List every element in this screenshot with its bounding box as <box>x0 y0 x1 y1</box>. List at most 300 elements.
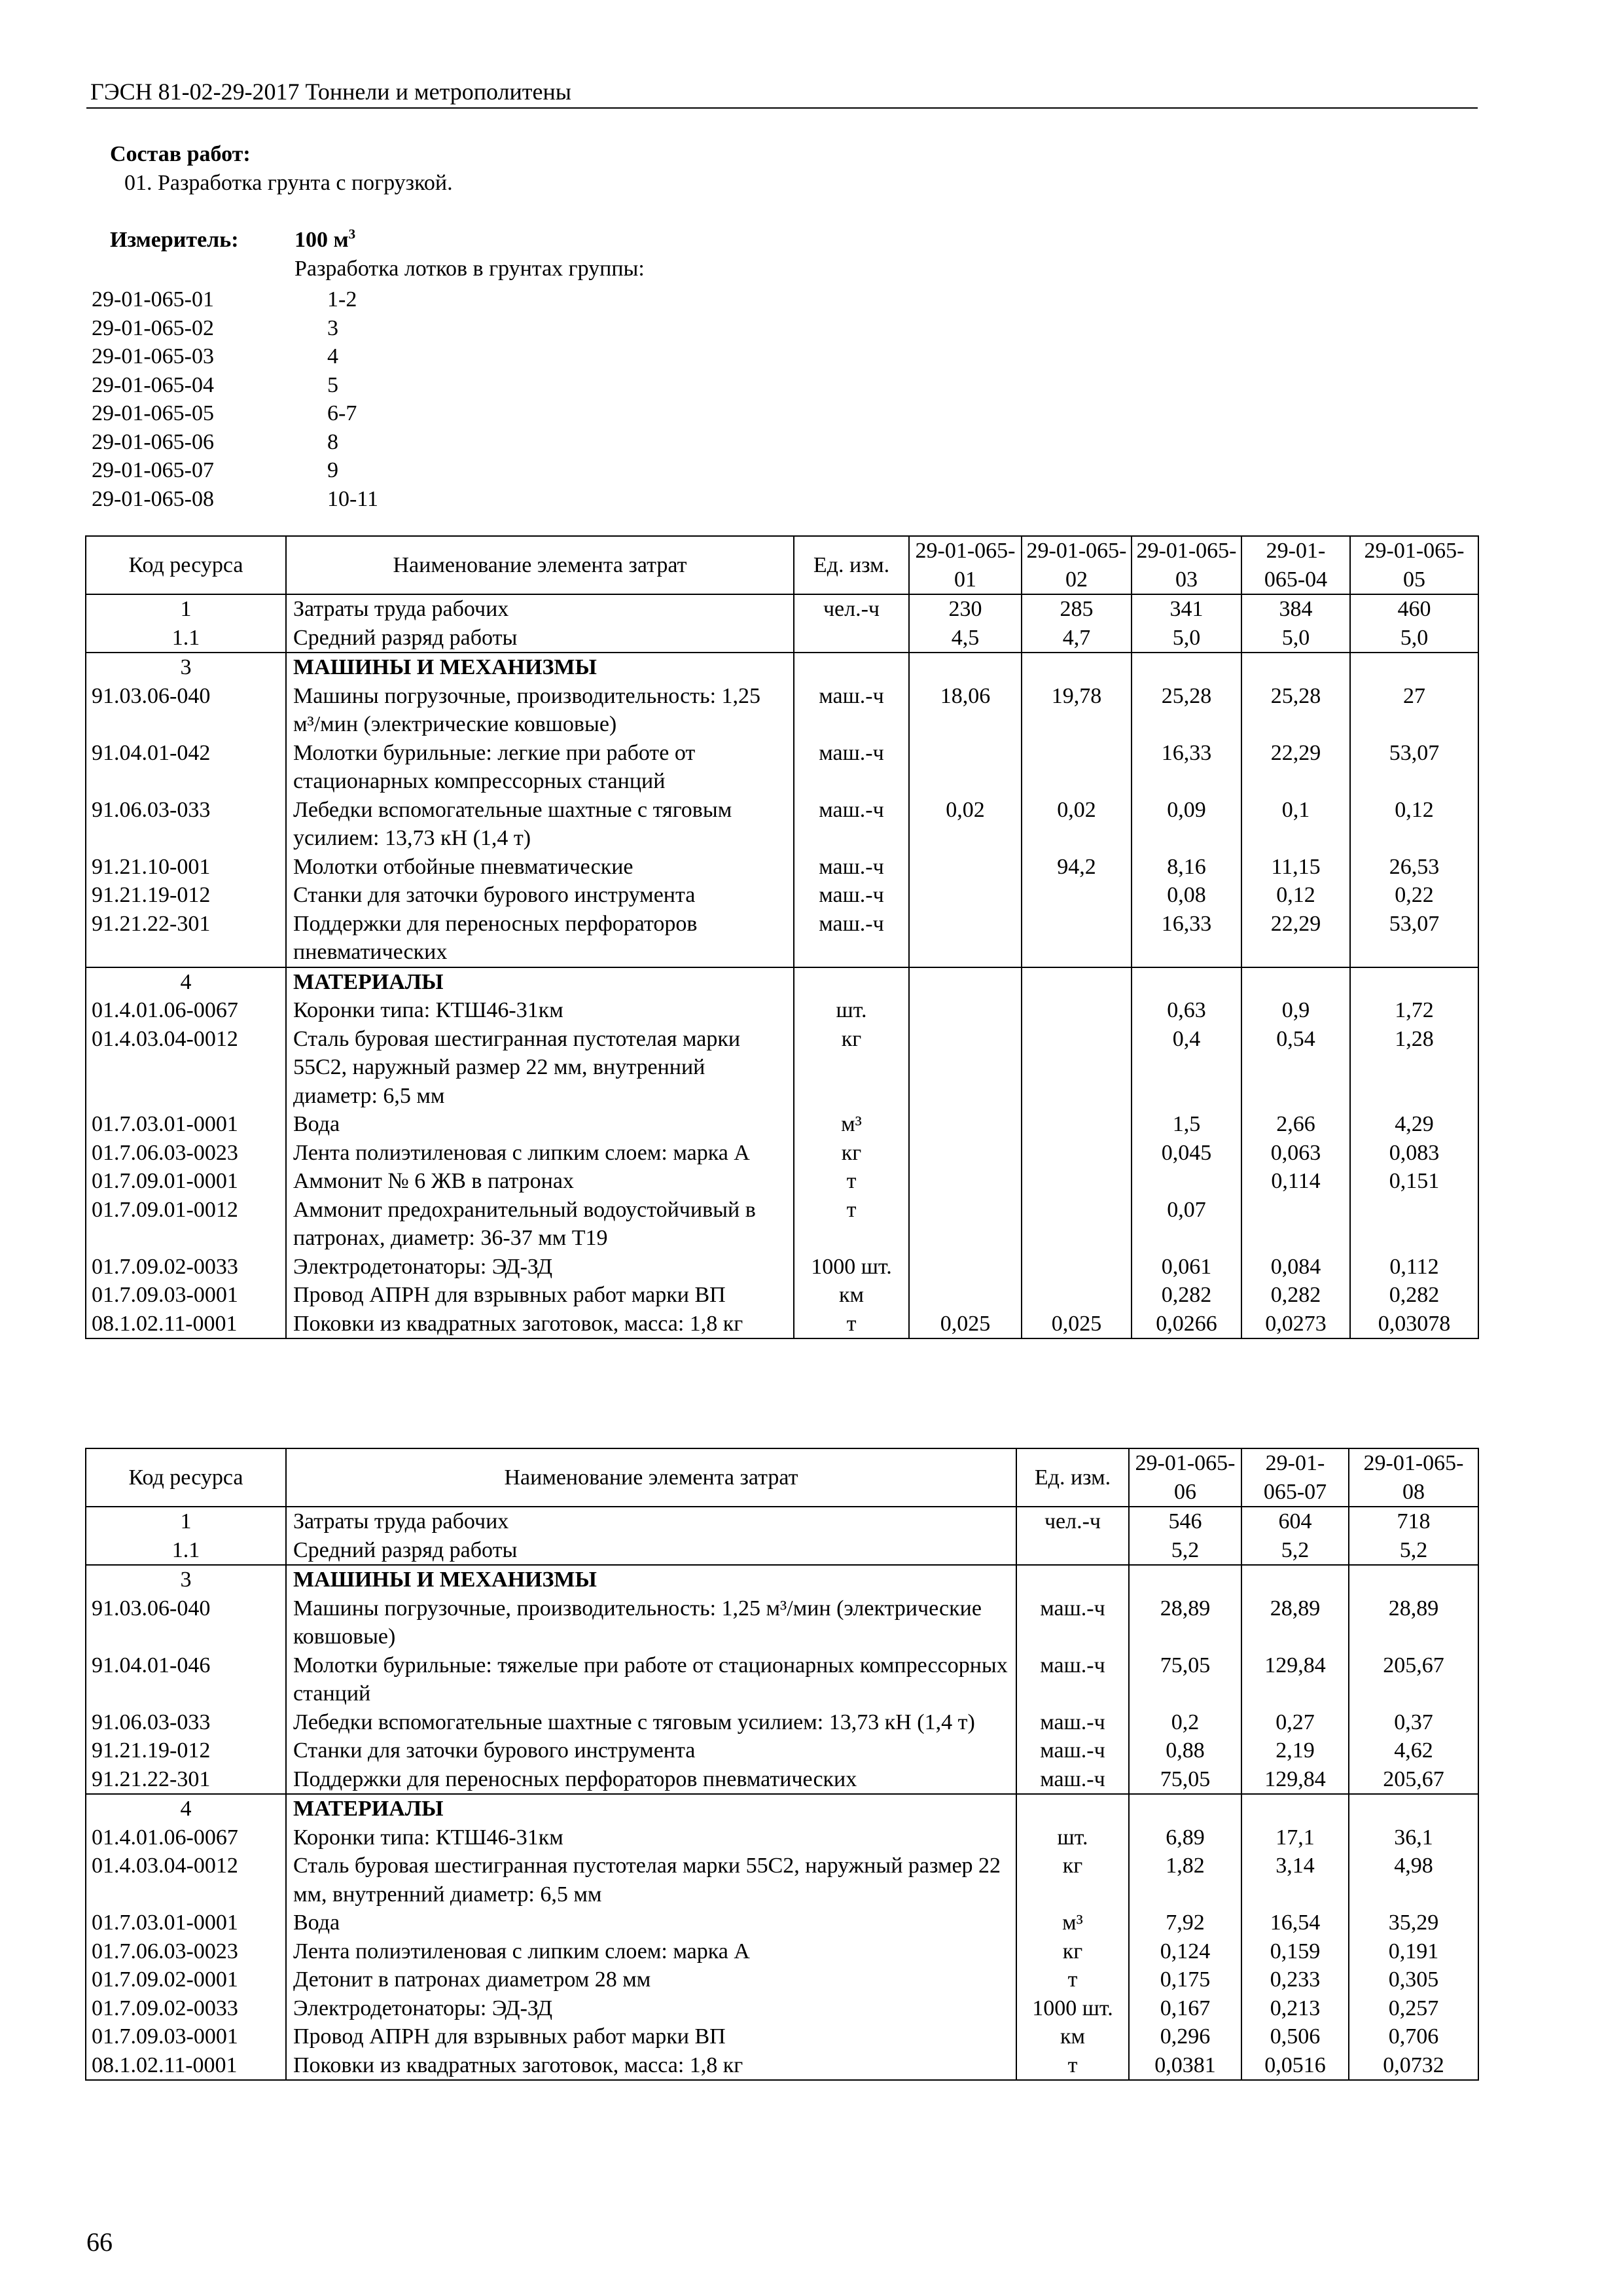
header-norm-code: 29-01-065-01 <box>909 536 1022 594</box>
value-cell <box>909 1139 1022 1168</box>
table-row <box>86 881 1478 910</box>
value-cell: 0,114 <box>1241 1167 1350 1196</box>
resource-code: 91.21.10-001 <box>86 853 286 882</box>
value-cell: 7,92 <box>1129 1909 1241 1937</box>
soil-group: 8 <box>327 429 338 454</box>
value-cell: 22,29 <box>1241 739 1350 796</box>
value-cell: 1,5 <box>1132 1110 1241 1139</box>
value-cell: 75,05 <box>1129 1651 1241 1708</box>
table-row <box>86 1310 1478 1339</box>
unit <box>1016 1794 1129 1823</box>
norm-code-list <box>92 285 214 513</box>
cost-element-name: Молотки бурильные: легкие при работе от стационарных компрессорных станций <box>286 739 794 796</box>
value-cell: 0,09 <box>1132 796 1241 853</box>
value-cell: 0,083 <box>1350 1139 1478 1168</box>
value-cell: 4,7 <box>1022 624 1132 653</box>
cost-element-name: Поддержки для переносных перфораторов пневматических <box>286 910 794 967</box>
value-cell: 0,213 <box>1241 1994 1349 2023</box>
unit: маш.-ч <box>794 853 909 882</box>
value-cell: 0,045 <box>1132 1139 1241 1168</box>
resource-code: 01.7.09.02-0033 <box>86 1994 286 2023</box>
unit: маш.-ч <box>1016 1594 1129 1651</box>
work-composition-label: Состав работ: <box>110 142 251 166</box>
value-cell: 4,5 <box>909 624 1022 653</box>
value-cell: 0,167 <box>1129 1994 1241 2023</box>
unit: чел.-ч <box>1016 1507 1129 1536</box>
section-row <box>86 653 1478 682</box>
resource-code: 91.21.19-012 <box>86 1736 286 1765</box>
value-cell: 0,22 <box>1350 881 1478 910</box>
table-row <box>86 2022 1478 2051</box>
value-cell: 0,1 <box>1241 796 1350 853</box>
value-cell: 5,2 <box>1241 1536 1349 1566</box>
value-cell: 0,063 <box>1241 1139 1350 1168</box>
value-cell: 16,33 <box>1132 910 1241 967</box>
resource-code: 91.21.22-301 <box>86 1765 286 1795</box>
soil-group: 4 <box>327 344 338 368</box>
table-row <box>86 853 1478 882</box>
header-cost-element-name: Наименование элемента затрат <box>286 536 794 594</box>
table-row <box>86 739 1478 796</box>
resource-code: 01.7.03.01-0001 <box>86 1110 286 1139</box>
unit <box>1016 1565 1129 1594</box>
unit: м³ <box>794 1110 909 1139</box>
value-cell: 0,0516 <box>1241 2051 1349 2081</box>
norm-code: 29-01-065-02 <box>92 315 214 340</box>
unit: маш.-ч <box>794 682 909 739</box>
cost-element-name: Лента полиэтиленовая с липким слоем: марка А <box>286 1139 794 1168</box>
unit: т <box>1016 2051 1129 2081</box>
value-cell: 0,0273 <box>1241 1310 1350 1339</box>
resource-code: 91.03.06-040 <box>86 682 286 739</box>
header-norm-code: 29-01-065-07 <box>1241 1448 1349 1507</box>
resource-code: 01.7.09.02-0001 <box>86 1965 286 1994</box>
value-cell: 36,1 <box>1349 1823 1478 1852</box>
cost-element-name: Поддержки для переносных перфораторов пневматических <box>286 1765 1016 1795</box>
unit: чел.-ч <box>794 594 909 624</box>
resource-table-2 <box>85 1448 1479 2081</box>
table-row <box>86 1937 1478 1966</box>
value-cell <box>1132 967 1241 997</box>
table-row <box>86 1536 1478 1566</box>
resource-code: 1 <box>86 594 286 624</box>
meter-value-text: 100 м <box>294 228 349 252</box>
cost-element-name: Электродетонаторы: ЭД-ЗД <box>286 1253 794 1282</box>
value-cell: 5,2 <box>1349 1536 1478 1566</box>
header-norm-code: 29-01-065-08 <box>1349 1448 1478 1507</box>
value-cell: 22,29 <box>1241 910 1350 967</box>
resource-table-1 <box>85 535 1479 1339</box>
cost-element-name: Молотки бурильные: тяжелые при работе от стационарных компрессорных станций <box>286 1651 1016 1708</box>
resource-code: 1 <box>86 1507 286 1536</box>
soil-group: 5 <box>327 372 338 397</box>
value-cell <box>1022 1110 1132 1139</box>
value-cell <box>1349 1565 1478 1594</box>
resource-code: 01.7.09.02-0033 <box>86 1253 286 1282</box>
resource-code: 3 <box>86 653 286 682</box>
value-cell: 0,175 <box>1129 1965 1241 1994</box>
value-cell: 26,53 <box>1350 853 1478 882</box>
norm-code: 29-01-065-06 <box>92 429 214 454</box>
value-cell <box>1241 1196 1350 1253</box>
value-cell: 5,0 <box>1132 624 1241 653</box>
table-row <box>86 1765 1478 1795</box>
resource-code: 1.1 <box>86 1536 286 1566</box>
value-cell: 25,28 <box>1241 682 1350 739</box>
unit <box>794 624 909 653</box>
value-cell: 0,08 <box>1132 881 1241 910</box>
value-cell <box>909 739 1022 796</box>
value-cell: 0,025 <box>909 1310 1022 1339</box>
resource-code: 91.06.03-033 <box>86 796 286 853</box>
unit: кг <box>1016 1852 1129 1909</box>
cost-element-name: Средний разряд работы <box>286 1536 1016 1566</box>
value-cell: 0,54 <box>1241 1025 1350 1111</box>
value-cell <box>909 910 1022 967</box>
norm-code: 29-01-065-08 <box>92 486 214 511</box>
soil-group: 3 <box>327 315 338 340</box>
header-divider <box>86 107 1478 109</box>
value-cell: 1,72 <box>1350 996 1478 1025</box>
table-row <box>86 594 1478 624</box>
unit: маш.-ч <box>794 881 909 910</box>
table-header-row <box>86 1448 1478 1507</box>
value-cell <box>1022 910 1132 967</box>
cost-element-name: Электродетонаторы: ЭД-ЗД <box>286 1994 1016 2023</box>
resource-code: 91.04.01-042 <box>86 739 286 796</box>
cost-element-name: Аммонит № 6 ЖВ в патронах <box>286 1167 794 1196</box>
resource-code: 01.7.09.01-0001 <box>86 1167 286 1196</box>
table-row <box>86 1708 1478 1737</box>
section-title: МАШИНЫ И МЕХАНИЗМЫ <box>286 1565 1016 1594</box>
value-cell: 2,19 <box>1241 1736 1349 1765</box>
cost-element-name: Лента полиэтиленовая с липким слоем: марка А <box>286 1937 1016 1966</box>
table-row <box>86 1139 1478 1168</box>
unit: маш.-ч <box>794 739 909 796</box>
cost-element-name: Вода <box>286 1110 794 1139</box>
table-row <box>86 1110 1478 1139</box>
value-cell <box>909 1281 1022 1310</box>
cost-element-name: Сталь буровая шестигранная пустотелая марки 55С2, наружный размер 22 мм, внутренний диаметр: 6,5 мм <box>286 1025 794 1111</box>
resource-code: 01.4.03.04-0012 <box>86 1852 286 1909</box>
resource-code: 01.7.09.03-0001 <box>86 1281 286 1310</box>
value-cell: 0,151 <box>1350 1167 1478 1196</box>
cost-element-name: Средний разряд работы <box>286 624 794 653</box>
value-cell <box>1241 1565 1349 1594</box>
value-cell: 0,124 <box>1129 1937 1241 1966</box>
value-cell: 25,28 <box>1132 682 1241 739</box>
value-cell: 0,63 <box>1132 996 1241 1025</box>
value-cell: 75,05 <box>1129 1765 1241 1795</box>
table-row <box>86 1253 1478 1282</box>
table-row <box>86 1025 1478 1111</box>
value-cell: 5,2 <box>1129 1536 1241 1566</box>
value-cell <box>909 1196 1022 1253</box>
unit: шт. <box>794 996 909 1025</box>
cost-element-name: Вода <box>286 1909 1016 1937</box>
header-norm-code: 29-01-065-04 <box>1241 536 1350 594</box>
unit <box>794 653 909 682</box>
table-header-row <box>86 536 1478 594</box>
unit: т <box>794 1310 909 1339</box>
value-cell: 11,15 <box>1241 853 1350 882</box>
value-cell: 28,89 <box>1129 1594 1241 1651</box>
table-row <box>86 624 1478 653</box>
value-cell: 0,282 <box>1132 1281 1241 1310</box>
value-cell <box>1022 1253 1132 1282</box>
table-row <box>86 1167 1478 1196</box>
value-cell: 16,33 <box>1132 739 1241 796</box>
value-cell <box>909 1167 1022 1196</box>
table-row <box>86 1507 1478 1536</box>
value-cell: 0,0266 <box>1132 1310 1241 1339</box>
resource-code: 08.1.02.11-0001 <box>86 2051 286 2081</box>
value-cell <box>909 1025 1022 1111</box>
unit: кг <box>794 1025 909 1111</box>
resource-code: 01.7.09.01-0012 <box>86 1196 286 1253</box>
unit: 1000 шт. <box>1016 1994 1129 2023</box>
table-row <box>86 910 1478 967</box>
unit: т <box>794 1196 909 1253</box>
resource-code: 01.7.06.03-0023 <box>86 1937 286 1966</box>
norm-code: 29-01-065-03 <box>92 344 214 368</box>
table-row <box>86 682 1478 739</box>
resource-code: 01.4.01.06-0067 <box>86 996 286 1025</box>
meter-label: Измеритель: <box>110 228 239 252</box>
table-row <box>86 1196 1478 1253</box>
value-cell: 0,706 <box>1349 2022 1478 2051</box>
value-cell: 230 <box>909 594 1022 624</box>
value-cell: 8,16 <box>1132 853 1241 882</box>
table-row <box>86 1909 1478 1937</box>
header-norm-code: 29-01-065-02 <box>1022 536 1132 594</box>
value-cell: 0,37 <box>1349 1708 1478 1737</box>
resource-code: 91.21.22-301 <box>86 910 286 967</box>
value-cell: 3,14 <box>1241 1852 1349 1909</box>
value-cell: 5,0 <box>1350 624 1478 653</box>
table-row <box>86 1281 1478 1310</box>
cost-element-name: Лебедки вспомогательные шахтные с тяговым усилием: 13,73 кН (1,4 т) <box>286 1708 1016 1737</box>
value-cell <box>909 653 1022 682</box>
value-cell <box>1022 1025 1132 1111</box>
table-row <box>86 1736 1478 1765</box>
value-cell: 0,0381 <box>1129 2051 1241 2081</box>
unit <box>794 967 909 997</box>
value-cell: 285 <box>1022 594 1132 624</box>
unit: кг <box>794 1139 909 1168</box>
unit: шт. <box>1016 1823 1129 1852</box>
value-cell <box>909 1110 1022 1139</box>
value-cell <box>909 881 1022 910</box>
value-cell: 0,12 <box>1350 796 1478 853</box>
value-cell: 0,88 <box>1129 1736 1241 1765</box>
value-cell: 18,06 <box>909 682 1022 739</box>
value-cell <box>1132 1167 1241 1196</box>
work-composition-item: 01. Разработка грунта с погрузкой. <box>124 171 453 195</box>
section-title: МАТЕРИАЛЫ <box>286 1794 1016 1823</box>
value-cell <box>1241 967 1350 997</box>
value-cell: 19,78 <box>1022 682 1132 739</box>
cost-element-name: Коронки типа: КТШ46-31км <box>286 996 794 1025</box>
header-unit: Ед. изм. <box>1016 1448 1129 1507</box>
value-cell: 53,07 <box>1350 739 1478 796</box>
section-row <box>86 967 1478 997</box>
value-cell <box>1241 653 1350 682</box>
value-cell <box>1350 653 1478 682</box>
unit: маш.-ч <box>1016 1708 1129 1737</box>
cost-element-name: Коронки типа: КТШ46-31км <box>286 1823 1016 1852</box>
soil-group: 1-2 <box>327 287 357 312</box>
value-cell: 28,89 <box>1241 1594 1349 1651</box>
unit: м³ <box>1016 1909 1129 1937</box>
value-cell: 94,2 <box>1022 853 1132 882</box>
soil-group: 10-11 <box>327 486 379 511</box>
header-unit: Ед. изм. <box>794 536 909 594</box>
value-cell: 0,305 <box>1349 1965 1478 1994</box>
table-row <box>86 1651 1478 1708</box>
unit <box>1016 1536 1129 1566</box>
value-cell <box>909 967 1022 997</box>
value-cell: 35,29 <box>1349 1909 1478 1937</box>
norm-code: 29-01-065-01 <box>92 287 214 312</box>
resource-code: 4 <box>86 1794 286 1823</box>
value-cell <box>909 996 1022 1025</box>
value-cell: 0,282 <box>1350 1281 1478 1310</box>
value-cell: 0,02 <box>909 796 1022 853</box>
resource-code: 3 <box>86 1565 286 1594</box>
header-resource-code: Код ресурса <box>86 1448 286 1507</box>
cost-element-name: Затраты труда рабочих <box>286 1507 1016 1536</box>
cost-element-name: Сталь буровая шестигранная пустотелая марки 55С2, наружный размер 22 мм, внутренний диаметр: 6,5 мм <box>286 1852 1016 1909</box>
value-cell <box>1350 967 1478 997</box>
unit: маш.-ч <box>1016 1651 1129 1708</box>
value-cell: 0,282 <box>1241 1281 1350 1310</box>
value-cell: 341 <box>1132 594 1241 624</box>
section-row <box>86 1794 1478 1823</box>
value-cell: 0,191 <box>1349 1937 1478 1966</box>
value-cell: 0,2 <box>1129 1708 1241 1737</box>
soil-group: 9 <box>327 458 338 482</box>
section-title: МАТЕРИАЛЫ <box>286 967 794 997</box>
cost-element-name: Станки для заточки бурового инструмента <box>286 1736 1016 1765</box>
unit: т <box>1016 1965 1129 1994</box>
value-cell: 0,9 <box>1241 996 1350 1025</box>
value-cell: 460 <box>1350 594 1478 624</box>
header-norm-code: 29-01-065-03 <box>1132 536 1241 594</box>
table-row <box>86 1852 1478 1909</box>
resource-code: 91.04.01-046 <box>86 1651 286 1708</box>
cost-element-name: Провод АПРН для взрывных работ марки ВП <box>286 2022 1016 2051</box>
cost-element-name: Машины погрузочные, производительность: 1,25 м³/мин (электрические ковшовые) <box>286 682 794 739</box>
meter-value-superscript: 3 <box>348 226 356 242</box>
table-row <box>86 2051 1478 2081</box>
norm-code: 29-01-065-04 <box>92 372 214 397</box>
value-cell: 0,159 <box>1241 1937 1349 1966</box>
value-cell: 205,67 <box>1349 1765 1478 1795</box>
cost-element-name: Поковки из квадратных заготовок, масса: 1,8 кг <box>286 1310 794 1339</box>
unit: маш.-ч <box>1016 1736 1129 1765</box>
value-cell <box>909 1253 1022 1282</box>
soil-group: 6-7 <box>327 401 357 425</box>
value-cell: 4,62 <box>1349 1736 1478 1765</box>
table-row <box>86 1994 1478 2023</box>
meter-description: Разработка лотков в грунтах группы: <box>294 257 645 281</box>
value-cell: 0,112 <box>1350 1253 1478 1282</box>
resource-code: 01.7.09.03-0001 <box>86 2022 286 2051</box>
value-cell: 0,0732 <box>1349 2051 1478 2081</box>
value-cell <box>1022 739 1132 796</box>
value-cell <box>1350 1196 1478 1253</box>
header-resource-code: Код ресурса <box>86 536 286 594</box>
cost-element-name: Молотки отбойные пневматические <box>286 853 794 882</box>
resource-code: 4 <box>86 967 286 997</box>
meter-value <box>294 226 355 255</box>
unit: маш.-ч <box>1016 1765 1129 1795</box>
value-cell <box>1022 881 1132 910</box>
value-cell <box>1022 967 1132 997</box>
section-row <box>86 1565 1478 1594</box>
resource-code: 91.06.03-033 <box>86 1708 286 1737</box>
norm-code: 29-01-065-07 <box>92 458 214 482</box>
value-cell <box>1022 1139 1132 1168</box>
table-row <box>86 1823 1478 1852</box>
value-cell: 546 <box>1129 1507 1241 1536</box>
value-cell <box>1022 1281 1132 1310</box>
cost-element-name: Детонит в патронах диаметром 28 мм <box>286 1965 1016 1994</box>
section-title: МАШИНЫ И МЕХАНИЗМЫ <box>286 653 794 682</box>
value-cell: 0,03078 <box>1350 1310 1478 1339</box>
unit: маш.-ч <box>794 796 909 853</box>
soil-group-list <box>327 285 378 513</box>
cost-element-name: Аммонит предохранительный водоустойчивый в патронах, диаметр: 36-37 мм Т19 <box>286 1196 794 1253</box>
page-number: 66 <box>86 2227 113 2257</box>
value-cell: 0,296 <box>1129 2022 1241 2051</box>
unit: т <box>794 1167 909 1196</box>
table-row <box>86 996 1478 1025</box>
value-cell: 6,89 <box>1129 1823 1241 1852</box>
value-cell <box>1022 653 1132 682</box>
value-cell: 5,0 <box>1241 624 1350 653</box>
value-cell: 2,66 <box>1241 1110 1350 1139</box>
value-cell <box>1349 1794 1478 1823</box>
resource-code: 08.1.02.11-0001 <box>86 1310 286 1339</box>
value-cell: 604 <box>1241 1507 1349 1536</box>
unit: 1000 шт. <box>794 1253 909 1282</box>
value-cell: 718 <box>1349 1507 1478 1536</box>
resource-code: 01.7.03.01-0001 <box>86 1909 286 1937</box>
header-norm-code: 29-01-065-06 <box>1129 1448 1241 1507</box>
resource-code: 91.03.06-040 <box>86 1594 286 1651</box>
value-cell: 1,82 <box>1129 1852 1241 1909</box>
unit: км <box>1016 2022 1129 2051</box>
resource-code: 01.7.06.03-0023 <box>86 1139 286 1168</box>
value-cell <box>1241 1794 1349 1823</box>
value-cell: 0,27 <box>1241 1708 1349 1737</box>
value-cell <box>909 853 1022 882</box>
value-cell: 17,1 <box>1241 1823 1349 1852</box>
value-cell <box>1022 1167 1132 1196</box>
value-cell: 0,4 <box>1132 1025 1241 1111</box>
resource-code: 91.21.19-012 <box>86 881 286 910</box>
cost-element-name: Поковки из квадратных заготовок, масса: 1,8 кг <box>286 2051 1016 2081</box>
resource-code: 01.4.03.04-0012 <box>86 1025 286 1111</box>
value-cell: 0,233 <box>1241 1965 1349 1994</box>
value-cell: 0,061 <box>1132 1253 1241 1282</box>
table-row <box>86 1965 1478 1994</box>
value-cell: 0,084 <box>1241 1253 1350 1282</box>
cost-element-name: Затраты труда рабочих <box>286 594 794 624</box>
unit: кг <box>1016 1937 1129 1966</box>
